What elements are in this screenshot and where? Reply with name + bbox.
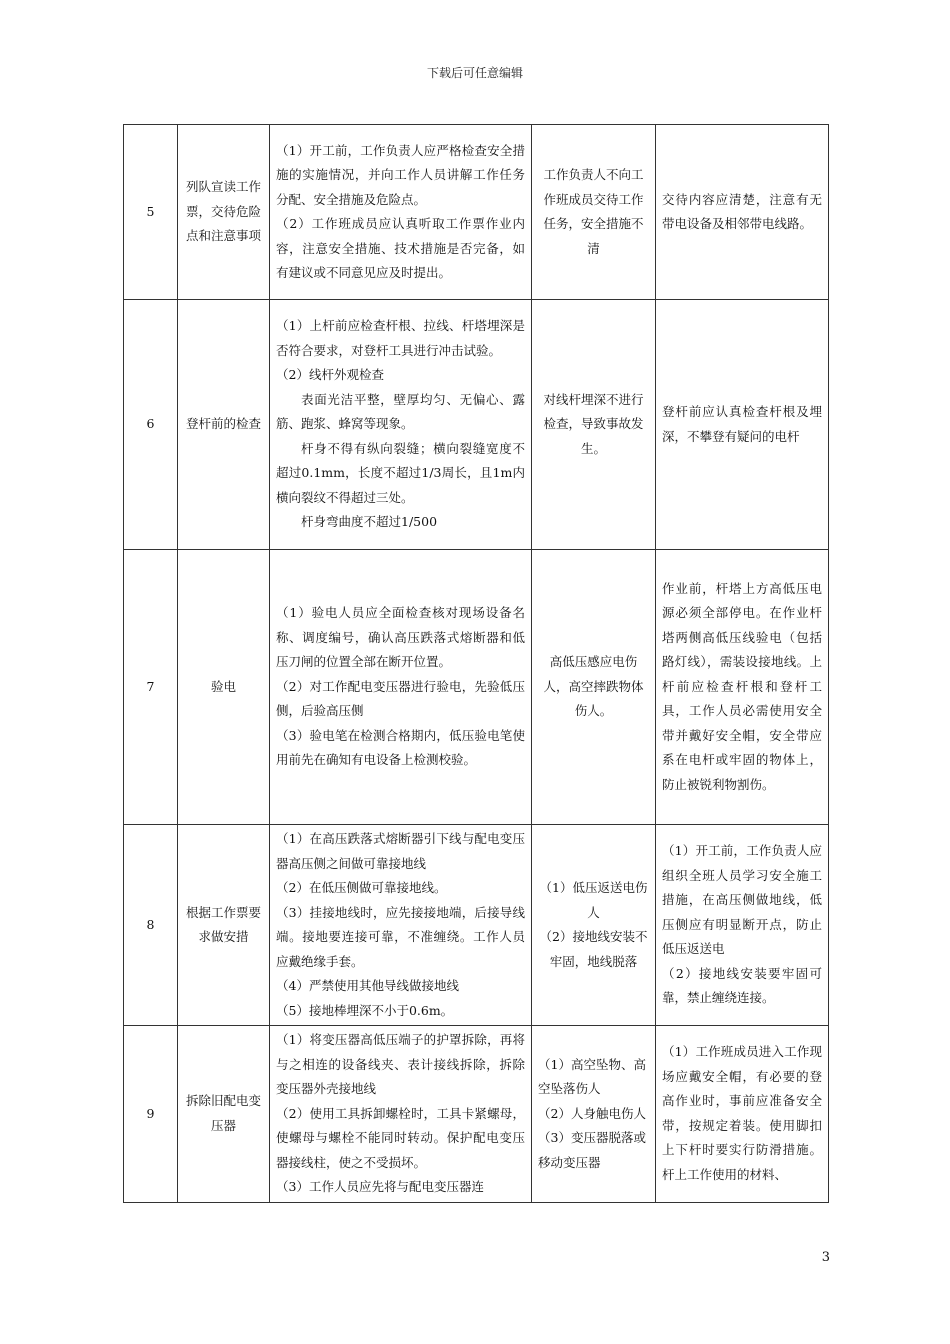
step-procedure (270, 825, 532, 1026)
step-name: 验电 (178, 550, 270, 825)
step-name: 根据工作票要求做安措 (178, 825, 270, 1026)
step-control: 登杆前应认真检查杆根及埋深，不攀登有疑问的电杆 (656, 300, 829, 550)
step-control: 交待内容应清楚，注意有无带电设备及相邻带电线路。 (656, 125, 829, 300)
step-number: 7 (124, 550, 178, 825)
risk-line: （2）人身触电伤人 (538, 1105, 646, 1121)
step-risk (532, 825, 656, 1026)
procedure-line: （5）接地棒埋深不小于0.6m。 (276, 1002, 454, 1018)
procedure-line: （3）验电笔在检测合格期内，低压验电笔使用前先在确知有电设备上检测校验。 (276, 727, 525, 768)
step-number: 9 (124, 1026, 178, 1203)
risk-line: （1）高空坠物、高空坠落伤人 (538, 1056, 646, 1096)
step-name: 列队宣读工作票，交待危险点和注意事项 (178, 125, 270, 300)
step-risk: 对线杆埋深不进行检查，导致事故发生。 (532, 300, 656, 550)
step-number: 8 (124, 825, 178, 1026)
step-procedure (270, 300, 532, 550)
procedure-line: （2）线杆外观检查 (276, 367, 384, 383)
procedure-line: （1）开工前，工作负责人应严格检查安全措施的实施情况，并向工作人员讲解工作任务分配、安全措施及危险点。 (276, 142, 525, 207)
step-risk: 工作负责人不向工作班成员交待工作任务，安全措施不清 (532, 125, 656, 300)
page-number: 3 (821, 1250, 830, 1265)
control-line: （1）开工前，工作负责人应组织全班人员学习安全施工措施，在高压侧做地线，低压侧应有明显断开点，防止低压返送电 (662, 843, 822, 957)
step-control: 作业前，杆塔上方高低压电源必须全部停电。在作业杆塔两侧高低压线验电（包括路灯线），需装设接地线。上杆前应检查杆根和登杆工具，工作人员必需使用安全带并戴好安全帽，安全带应系在电杆或牢固的物体上，防止被锐利物割伤。 (656, 550, 829, 825)
step-risk (532, 1026, 656, 1203)
procedure-line: （1）在高压跌落式熔断器引下线与配电变压器高压侧之间做可靠接地线 (276, 831, 525, 871)
page-header: 下载后可任意编辑 (426, 66, 523, 80)
step-control (656, 1026, 829, 1203)
procedure-line: （1）验电人员应全面检查核对现场设备名称、调度编号，确认高压跌落式熔断器和低压刀闸的位置全部在断开位置。 (276, 605, 525, 670)
procedure-line: 表面光洁平整，壁厚均匀、无偏心、露筋、跑浆、蜂窝等现象。 (276, 391, 525, 432)
risk-line: （2）接地线安装不牢固，地线脱落 (539, 929, 648, 969)
table-row (124, 1026, 829, 1203)
procedure-line: （3）挂接地线时，应先接接地端，后接导线端。接地要连接可靠，不准缠绕。工作人员应戴绝缘手套。 (276, 904, 525, 969)
step-control (656, 825, 829, 1026)
table-row (124, 125, 829, 300)
table-row (124, 550, 829, 825)
procedure-line: （2）工作班成员应认真听取工作票作业内容，注意安全措施、技术措施是否完备，如有建议或不同意见应及时提出。 (276, 216, 525, 280)
table-row (124, 825, 829, 1026)
step-risk: 高低压感应电伤人，高空摔跌物体伤人。 (532, 550, 656, 825)
procedure-line: （1）将变压器高低压端子的护罩拆除，再将与之相连的设备线夹、表计接线拆除，拆除变压器外壳接地线 (276, 1032, 525, 1096)
step-procedure (270, 1026, 532, 1203)
step-procedure (270, 125, 532, 300)
step-name: 拆除旧配电变压器 (178, 1026, 270, 1203)
procedure-line: （2）使用工具拆卸螺栓时，工具卡紧螺母，使螺母与螺栓不能同时转动。保护配电变压器接线柱，使之不受损坏。 (276, 1105, 525, 1170)
risk-line: （1）低压返送电伤人 (539, 880, 648, 920)
step-procedure (270, 550, 532, 825)
control-line: （2）接地线安装要牢固可靠，禁止缠绕连接。 (662, 965, 822, 1006)
procedure-line: （4）严禁使用其他导线做接地线 (276, 978, 459, 993)
step-number: 6 (124, 300, 178, 550)
control-line: （1）工作班成员进入工作现场应戴安全帽，有必要的登高作业时，事前应准备安全带，按规定着装。使用脚扣上下杆时要实行防滑措施。杆上工作使用的材料、 (662, 1044, 822, 1182)
procedure-line: 杆身不得有纵向裂缝；横向裂缝宽度不超过0.1mm，长度不超过1/3周长，且1m内横向裂纹不得超过三处。 (276, 440, 525, 505)
table-row (124, 300, 829, 550)
procedure-line: （3）工作人员应先将与配电变压器连 (276, 1179, 484, 1194)
procedure-line: 杆身弯曲度不超过1/500 (301, 514, 438, 530)
procedure-line: （2）对工作配电变压器进行验电，先验低压侧，后验高压侧 (276, 678, 525, 719)
procedure-line: （1）上杆前应检查杆根、拉线、杆塔埋深是否符合要求，对登杆工具进行冲击试验。 (276, 318, 525, 358)
procedure-line: （2）在低压侧做可靠接地线。 (276, 880, 447, 895)
step-name: 登杆前的检查 (178, 300, 270, 550)
work-procedure-table (123, 124, 829, 1203)
step-number: 5 (124, 125, 178, 300)
risk-line: （3）变压器脱落或移动变压器 (538, 1130, 646, 1170)
